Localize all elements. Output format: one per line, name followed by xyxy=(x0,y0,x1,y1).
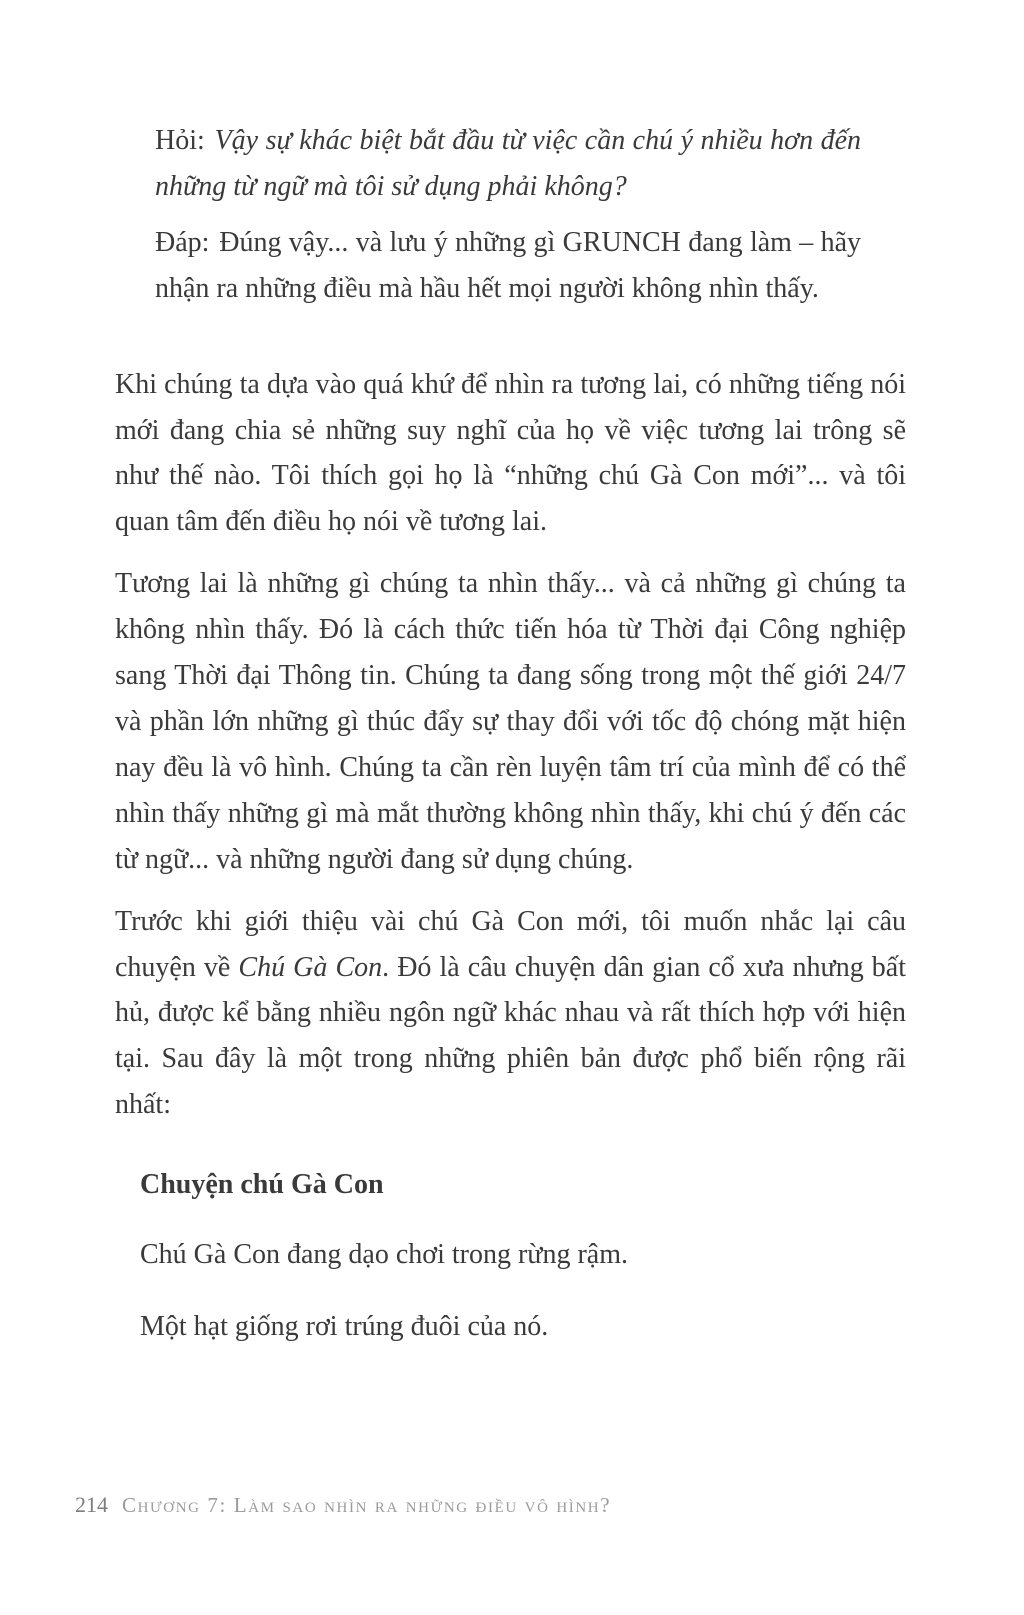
story-heading: Chuyện chú Gà Con xyxy=(140,1169,384,1201)
answer-label: Đáp: xyxy=(155,226,210,258)
paragraph-chicken-little-intro xyxy=(115,899,906,1129)
paragraph-invisible-change: Tương lai là những gì chúng ta nhìn thấy... và cả những gì chúng ta không nhìn thấy. Đó là cách thức tiến hóa từ Thời đại Công nghiệp sang Thời đại Thông tin. Chúng ta đang sống trong một thế giới 24/7 và phần lớn những gì thúc đẩy sự thay đổi với tốc độ chóng mặt hiện nay đều là vô hình. Chúng ta cần rèn luyện tâm trí của mình để có thể nhìn thấy những gì mà mắt thường không nhìn thấy, khi chú ý đến các từ ngữ... và những người đang sử dụng chúng. xyxy=(115,568,906,875)
story-line: Một hạt giống rơi trúng đuôi của nó. xyxy=(140,1310,549,1342)
paragraph-part: . Đó là câu chuyện dân gian cổ xưa nhưng bất hủ, được kể bằng nhiều ngôn ngữ khác nhau và rất thích hợp với hiện tại. Sau đây là một trong những phiên bản được phổ biến rộng rãi nhất: xyxy=(115,951,906,1121)
answer-text: Đúng vậy... và lưu ý những gì GRUNCH đang làm – hãy nhận ra những điều mà hầu hết mọi người không nhìn thấy. xyxy=(155,226,861,304)
story-block xyxy=(140,1162,906,1350)
story-line: Chú Gà Con đang dạo chơi trong rừng rậm. xyxy=(140,1239,629,1271)
page-number: 214 xyxy=(75,1492,108,1517)
paragraph-part: Trước khi giới thiệu vài chú Gà Con mới, tôi muốn nhắc lại câu chuyện về xyxy=(115,905,906,983)
question-text: Vậy sự khác biệt bắt đầu từ việc cần chú ý nhiều hơn đến những từ ngữ mà tôi sử dụng phải không? xyxy=(155,125,861,202)
qa-block xyxy=(155,118,861,312)
chapter-title: Chương 7: Làm sao nhìn ra những điều vô hình? xyxy=(122,1493,612,1517)
page-footer xyxy=(75,1492,611,1518)
body-text xyxy=(115,362,906,1129)
qa-question xyxy=(155,118,861,210)
paragraph-future-voices: Khi chúng ta dựa vào quá khứ để nhìn ra tương lai, có những tiếng nói mới đang chia sẻ những suy nghĩ của họ về việc tương lai trông sẽ như thế nào. Tôi thích gọi họ là “những chú Gà Con mới”... và tôi quan tâm đến điều họ nói về tương lai. xyxy=(115,368,906,538)
book-title-inline: Chú Gà Con xyxy=(238,951,383,983)
question-label: Hỏi: xyxy=(155,125,205,156)
qa-answer xyxy=(155,220,861,312)
